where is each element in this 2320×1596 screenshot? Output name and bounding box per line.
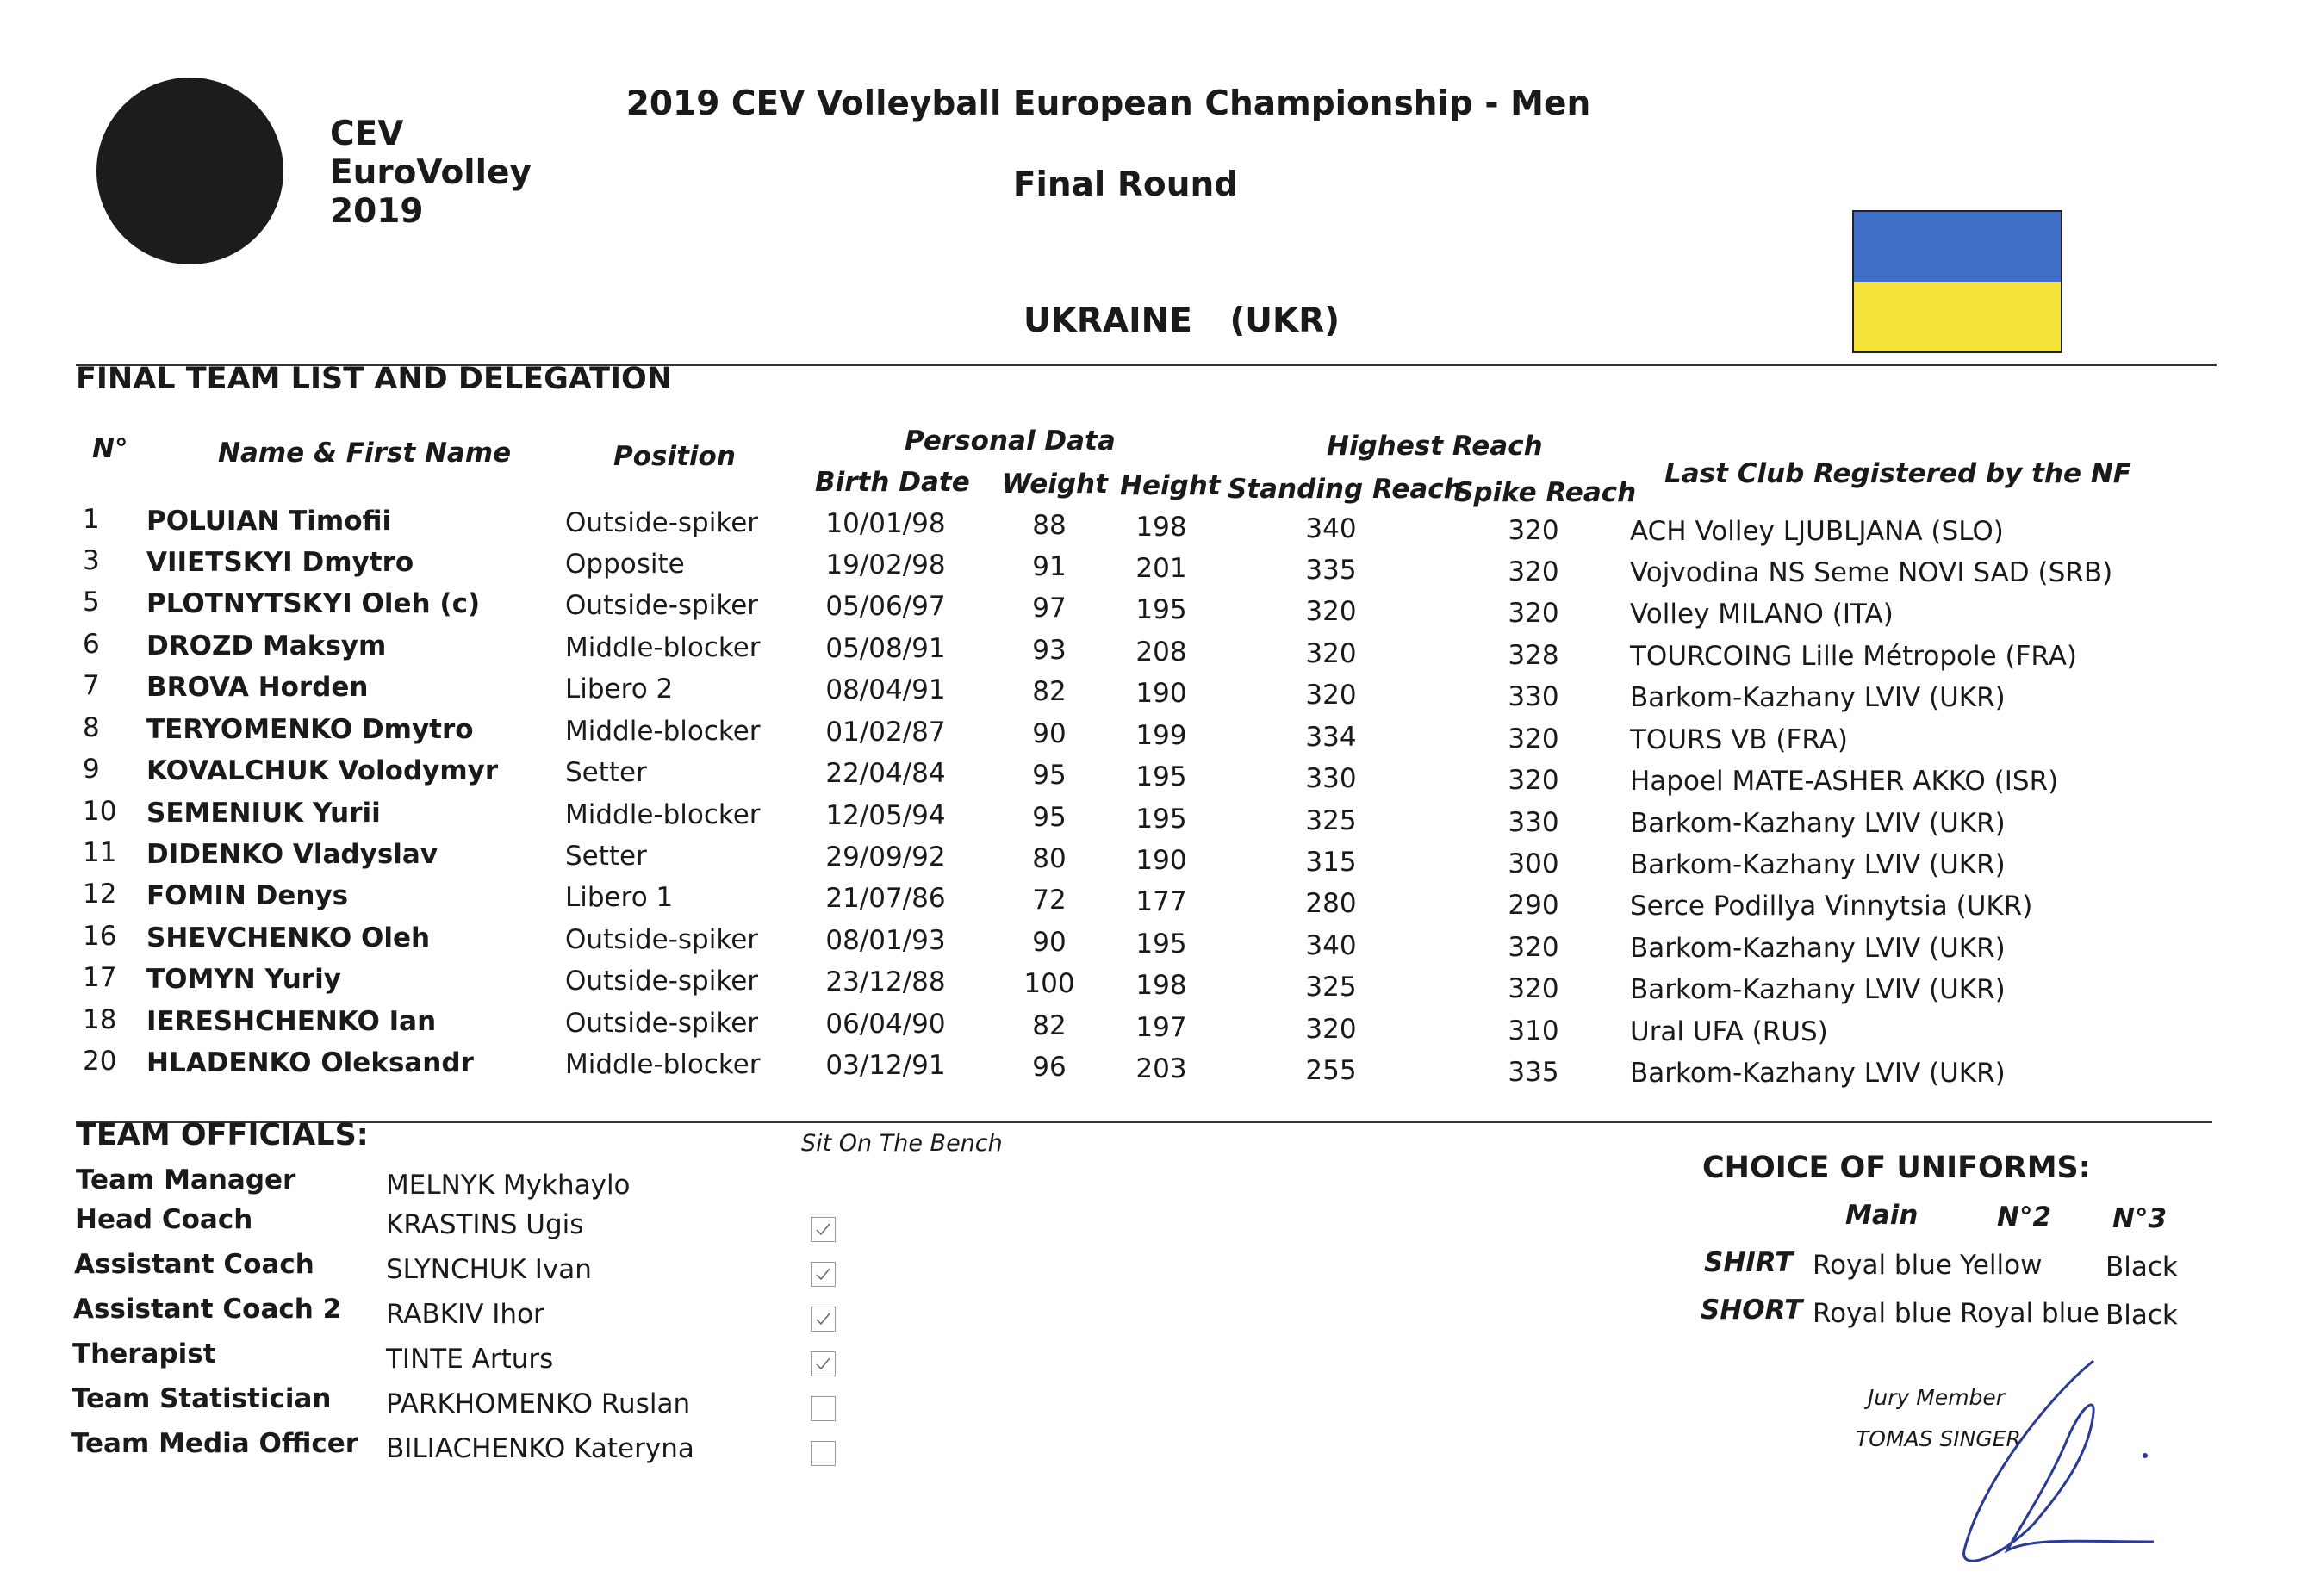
cell-standing: 330 — [1305, 762, 1357, 794]
cell-weight: 80 — [1032, 843, 1067, 875]
cell-name: SHEVCHENKO Oleh — [146, 922, 431, 953]
cell-spike: 320 — [1508, 514, 1559, 546]
bench-checkbox[interactable] — [811, 1441, 836, 1466]
cell-spike: 320 — [1508, 723, 1559, 755]
uniforms-title: CHOICE OF UNIFORMS: — [1702, 1151, 2091, 1185]
header-no: N° — [92, 433, 128, 464]
cell-weight: 97 — [1032, 593, 1067, 624]
cell-standing: 335 — [1305, 554, 1357, 586]
logo-line-cev: CEV — [330, 115, 404, 153]
cell-height: 201 — [1135, 553, 1187, 584]
cell-birth: 08/01/93 — [825, 925, 946, 957]
cell-position: Middle-blocker — [565, 631, 761, 663]
cell-height: 195 — [1135, 804, 1187, 835]
cell-weight: 90 — [1032, 927, 1067, 959]
cell-club: Barkom-Kazhany LVIV (UKR) — [1630, 849, 2006, 881]
uniform-header-no3: N°3 — [2112, 1203, 2168, 1234]
cell-spike: 320 — [1508, 931, 1559, 963]
cell-no: 10 — [83, 796, 117, 827]
jury-name: TOMAS SINGER — [1856, 1426, 2021, 1451]
cell-weight: 82 — [1032, 1010, 1067, 1042]
cell-name: POLUIAN Timofii — [146, 505, 392, 537]
header-position: Position — [613, 441, 736, 472]
cell-position: Outside-spiker — [565, 965, 759, 997]
cell-name: TERYOMENKO Dmytro — [146, 713, 474, 745]
official-name: TINTE Arturs — [386, 1344, 554, 1375]
cell-club: ACH Volley LJUBLJANA (SLO) — [1630, 516, 2004, 548]
check-icon — [812, 1352, 835, 1376]
cell-birth: 05/06/97 — [825, 591, 946, 623]
cell-name: SEMENIUK Yurii — [146, 797, 381, 829]
cell-no: 5 — [83, 587, 100, 618]
cell-birth: 05/08/91 — [825, 633, 946, 665]
uniform-header-main: Main — [1845, 1200, 1919, 1231]
cell-position: Setter — [565, 840, 647, 872]
cell-height: 198 — [1135, 970, 1187, 1001]
header-personal-data: Personal Data — [905, 425, 1116, 456]
cell-birth: 08/04/91 — [825, 674, 946, 706]
cell-birth: 12/05/94 — [825, 800, 946, 832]
uniform-shirt-label: SHIRT — [1704, 1247, 1794, 1278]
official-role: Head Coach — [75, 1204, 253, 1235]
cell-weight: 100 — [1023, 968, 1075, 1000]
cell-height: 195 — [1135, 594, 1187, 625]
cell-position: Libero 1 — [565, 881, 674, 913]
cell-height: 190 — [1135, 678, 1187, 709]
signature-icon — [1930, 1344, 2188, 1576]
cell-standing: 325 — [1305, 804, 1357, 836]
cell-name: FOMIN Denys — [146, 879, 349, 911]
official-name: MELNYK Mykhaylo — [386, 1170, 631, 1201]
cell-standing: 255 — [1305, 1054, 1357, 1086]
cell-name: DROZD Maksym — [146, 630, 387, 661]
header-last-club: Last Club Registered by the NF — [1664, 458, 2131, 489]
cell-weight: 96 — [1032, 1052, 1067, 1084]
header-weight: Weight — [1002, 469, 1108, 500]
header-highest-reach: Highest Reach — [1327, 431, 1543, 462]
uniform-short-main: Royal blue — [1813, 1298, 1952, 1329]
bench-checkbox[interactable] — [811, 1396, 836, 1421]
uniform-short-no2: Royal blue — [1960, 1298, 2099, 1329]
cell-no: 1 — [83, 504, 100, 535]
header-birth-date: Birth Date — [815, 467, 970, 498]
cell-height: 198 — [1135, 512, 1187, 543]
cell-name: BROVA Horden — [146, 671, 369, 703]
cell-spike: 310 — [1508, 1015, 1559, 1046]
officials-title: TEAM OFFICIALS: — [76, 1118, 369, 1152]
cell-birth: 19/02/98 — [825, 550, 946, 581]
cell-no: 11 — [83, 837, 117, 868]
page-subtitle: Final Round — [1012, 165, 1239, 204]
cell-no: 7 — [83, 670, 100, 701]
cell-position: Outside-spiker — [565, 1007, 759, 1039]
cell-height: 208 — [1135, 637, 1187, 668]
cell-birth: 03/12/91 — [825, 1050, 946, 1082]
cell-spike: 290 — [1508, 889, 1559, 921]
cell-height: 203 — [1135, 1053, 1187, 1084]
header-height: Height — [1120, 470, 1221, 501]
cell-weight: 90 — [1032, 718, 1067, 750]
header-standing-reach: Standing Reach — [1228, 474, 1463, 505]
cell-height: 195 — [1135, 761, 1187, 792]
cell-club: Serce Podillya Vinnytsia (UKR) — [1630, 891, 2033, 922]
flag-top-stripe — [1854, 212, 2061, 282]
cell-no: 16 — [83, 921, 117, 952]
cell-position: Middle-blocker — [565, 798, 761, 830]
cell-club: Vojvodina NS Seme NOVI SAD (SRB) — [1630, 557, 2113, 589]
cell-spike: 320 — [1508, 972, 1559, 1004]
cell-club: Barkom-Kazhany LVIV (UKR) — [1630, 1058, 2006, 1090]
cell-height: 177 — [1135, 886, 1187, 917]
cell-standing: 320 — [1305, 637, 1357, 669]
cell-name: PLOTNYTSKYI Oleh (c) — [146, 587, 481, 619]
cell-club: Hapoel MATE-ASHER AKKO (ISR) — [1630, 766, 2059, 798]
cell-spike: 320 — [1508, 764, 1559, 796]
official-role: Therapist — [72, 1338, 216, 1369]
cell-name: VIIETSKYI Dmytro — [146, 546, 414, 578]
cell-height: 190 — [1135, 845, 1187, 876]
flag-bottom-stripe — [1854, 282, 2061, 351]
cell-position: Outside-spiker — [565, 506, 759, 538]
cell-no: 17 — [83, 962, 117, 993]
cell-weight: 82 — [1032, 676, 1067, 708]
official-name: BILIACHENKO Kateryna — [386, 1433, 694, 1464]
cell-standing: 320 — [1305, 679, 1357, 711]
cell-club: Barkom-Kazhany LVIV (UKR) — [1630, 933, 2006, 965]
official-role: Team Media Officer — [71, 1428, 359, 1459]
cell-birth: 10/01/98 — [825, 508, 946, 540]
cell-no: 3 — [83, 545, 100, 576]
bench-checkbox-checked[interactable] — [811, 1307, 836, 1332]
official-role: Team Statistician — [72, 1383, 332, 1414]
cell-position: Setter — [565, 756, 647, 788]
cell-weight: 95 — [1032, 760, 1067, 792]
header-spike-reach: Spike Reach — [1454, 477, 1637, 508]
page-title: 2019 CEV Volleyball European Championship - Men — [625, 84, 1591, 123]
team-name — [1023, 301, 1340, 340]
uniform-shirt-main: Royal blue — [1813, 1250, 1952, 1281]
cell-club: Ural UFA (RUS) — [1630, 1016, 1828, 1048]
ukraine-flag — [1852, 210, 2062, 353]
cell-standing: 340 — [1305, 512, 1357, 544]
cell-birth: 23/12/88 — [825, 966, 946, 998]
cell-standing: 334 — [1305, 721, 1357, 753]
official-role: Team Manager — [76, 1164, 296, 1195]
cell-standing: 320 — [1305, 1013, 1357, 1045]
cell-club: TOURCOING Lille Métropole (FRA) — [1630, 641, 2078, 673]
official-role: Assistant Coach — [74, 1249, 314, 1280]
cell-standing: 325 — [1305, 971, 1357, 1003]
cell-position: Outside-spiker — [565, 923, 759, 955]
cell-birth: 29/09/92 — [825, 841, 946, 873]
logo-line-eurovolley: EuroVolley — [330, 153, 532, 192]
cell-weight: 91 — [1032, 551, 1067, 583]
cell-position: Middle-blocker — [565, 715, 761, 747]
section-title: FINAL TEAM LIST AND DELEGATION — [76, 362, 673, 396]
cell-birth: 22/04/84 — [825, 758, 946, 790]
cell-spike: 320 — [1508, 556, 1559, 587]
cell-name: DIDENKO Vladyslav — [146, 838, 438, 870]
logo-line-year: 2019 — [330, 192, 424, 231]
cell-standing: 315 — [1305, 846, 1357, 878]
cell-standing: 280 — [1305, 887, 1357, 919]
cell-standing: 320 — [1305, 595, 1357, 627]
jury-title: Jury Member — [1868, 1385, 2006, 1410]
official-name: SLYNCHUK Ivan — [386, 1254, 592, 1285]
cell-position: Middle-blocker — [565, 1048, 761, 1080]
cell-club: Barkom-Kazhany LVIV (UKR) — [1630, 682, 2006, 714]
cell-club: Volley MILANO (ITA) — [1630, 599, 1894, 630]
team-name-text: UKRAINE — [1023, 301, 1192, 340]
cell-height: 199 — [1135, 720, 1187, 751]
bench-label: Sit On The Bench — [801, 1130, 1003, 1157]
bench-checkbox-checked[interactable] — [811, 1262, 836, 1287]
cell-club: TOURS VB (FRA) — [1630, 724, 1848, 756]
check-icon — [812, 1307, 835, 1331]
cell-weight: 93 — [1032, 635, 1067, 667]
cell-name: TOMYN Yuriy — [146, 963, 341, 995]
cell-club: Barkom-Kazhany LVIV (UKR) — [1630, 974, 2006, 1006]
cell-birth: 01/02/87 — [825, 717, 946, 748]
cell-birth: 21/07/86 — [825, 883, 946, 915]
cell-club: Barkom-Kazhany LVIV (UKR) — [1630, 808, 2006, 840]
uniform-short-label: SHORT — [1701, 1295, 1803, 1326]
cell-no: 12 — [83, 879, 117, 910]
cell-weight: 95 — [1032, 802, 1067, 834]
team-code: (UKR) — [1229, 301, 1340, 340]
cell-no: 20 — [83, 1046, 117, 1077]
uniform-shirt-no2: Yellow — [1960, 1250, 2043, 1281]
uniform-shirt-no3: Black — [2105, 1251, 2178, 1282]
cell-standing: 340 — [1305, 929, 1357, 961]
cell-position: Outside-spiker — [565, 589, 759, 621]
cell-birth: 06/04/90 — [825, 1009, 946, 1040]
cell-no: 6 — [83, 629, 100, 660]
cell-weight: 72 — [1032, 885, 1067, 916]
bench-checkbox-checked[interactable] — [811, 1217, 836, 1242]
cell-spike: 330 — [1508, 806, 1559, 838]
official-name: KRASTINS Ugis — [386, 1209, 584, 1240]
cell-position: Opposite — [565, 548, 685, 580]
check-icon — [812, 1218, 835, 1241]
check-icon — [812, 1263, 835, 1286]
cell-spike: 320 — [1508, 597, 1559, 629]
table-divider — [76, 1121, 2212, 1123]
cell-spike: 328 — [1508, 639, 1559, 671]
cell-height: 195 — [1135, 928, 1187, 959]
cell-spike: 300 — [1508, 848, 1559, 879]
official-name: PARKHOMENKO Ruslan — [386, 1388, 691, 1419]
cell-spike: 335 — [1508, 1056, 1559, 1088]
cell-name: IERESHCHENKO Ian — [146, 1005, 437, 1037]
cell-spike: 330 — [1508, 680, 1559, 712]
uniform-header-no2: N°2 — [1997, 1202, 2052, 1233]
cell-name: HLADENKO Oleksandr — [146, 1046, 474, 1078]
cell-name: KOVALCHUK Volodymyr — [146, 755, 499, 786]
official-name: RABKIV Ihor — [386, 1299, 544, 1330]
cell-height: 197 — [1135, 1012, 1187, 1043]
cell-no: 18 — [83, 1004, 117, 1035]
cell-position: Libero 2 — [565, 673, 674, 705]
official-role: Assistant Coach 2 — [73, 1294, 342, 1325]
uniform-short-no3: Black — [2105, 1300, 2178, 1331]
cell-weight: 88 — [1032, 510, 1067, 542]
header-name: Name & First Name — [218, 438, 512, 469]
cell-no: 9 — [83, 754, 100, 785]
bench-checkbox-checked[interactable] — [811, 1351, 836, 1376]
cell-no: 8 — [83, 712, 100, 743]
